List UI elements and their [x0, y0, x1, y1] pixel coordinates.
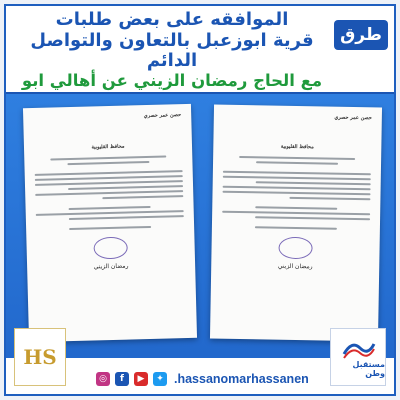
document-left-signature: رمضان الزيني [93, 262, 129, 270]
document-left-stamp [93, 236, 128, 259]
document-right-signature: رمضان الزيني [277, 262, 313, 270]
document-right-recipient: محافظ القليوبية [280, 143, 314, 151]
topic-badge: طرق [334, 20, 388, 50]
youtube-icon[interactable]: ▶ [134, 372, 148, 386]
party-logo [330, 328, 386, 386]
headline-line-1: الموافقه على بعض طلبات [55, 9, 289, 30]
document-left [23, 104, 197, 342]
document-left-recipient: محافظ القليوبية [91, 143, 125, 151]
document-right-header: حصن عمر حصري [334, 114, 372, 122]
social-handle[interactable]: .hassanomarhassanen [174, 372, 309, 386]
document-left-header: حصن عمر حصري [143, 112, 182, 120]
document-right-stamp [278, 236, 312, 259]
post-card [4, 4, 396, 396]
document-right [210, 105, 382, 342]
twitter-icon[interactable]: ✦ [153, 372, 167, 386]
hs-logo-mark: HS [23, 345, 57, 369]
hs-logo [14, 328, 66, 386]
party-logo-text: مستقبل وطن [352, 360, 385, 378]
party-flag-icon [340, 336, 376, 360]
headline-area [6, 6, 394, 98]
social-links [96, 370, 309, 388]
headline-line-3: مع الحاج رمضان الزيني عن أهالي ابو [21, 71, 323, 91]
facebook-icon[interactable]: f [115, 372, 129, 386]
instagram-icon[interactable]: ◎ [96, 372, 110, 386]
headline-line-2: قرية ابوزعبل بالتعاون والتواصل الدائم [30, 29, 314, 72]
